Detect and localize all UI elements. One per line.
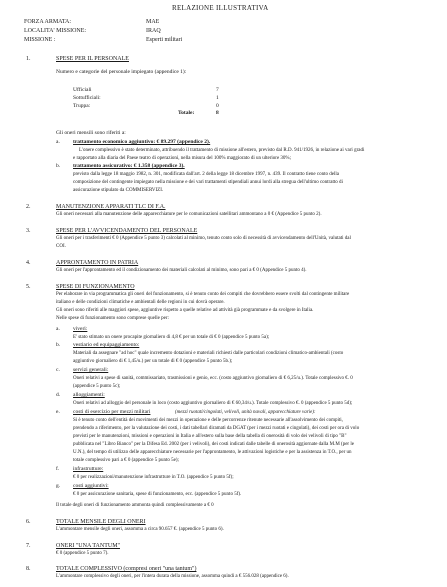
section-2-number: 2. — [26, 204, 31, 210]
item-5f-title: infrastrutture: — [73, 466, 104, 472]
item-5a-line-1: E' stato stimato un onere procapite giornaliero di 4,8 € per un totale di € 0 (appendice 5 punto 5a); — [73, 335, 270, 340]
staff-value-truppa: 0 — [216, 103, 219, 109]
section-1-oneri: Gli oneri mensili sono riferiti a: — [56, 130, 126, 136]
section-3-line-2: COI. — [56, 244, 66, 249]
staff-total-value: 8 — [216, 110, 219, 116]
item-5e-line-6: totale complessivo pari a € 0 (appendice 5 punto 5e); — [73, 458, 179, 463]
section-7-line-1: € 0 (appendice 5 punto 7). — [56, 551, 109, 556]
section-5-para-1: Per elaborare in via programmatica gli oneri del funzionamento, si è tenuto conto dei compiti che dovrebbero essere svolti dal contingente militare — [56, 292, 350, 297]
section-3-line-1: Gli oneri per i trasferimenti € 0 (Appendice 5 punto 3) calcolati al minimo, tenuto conto solo di necessità di avvicendamento dell'Unità, valutati dal — [56, 236, 351, 241]
item-1b-letter: b. — [56, 163, 61, 169]
item-5e-line-4: pubblicata nel "Libro Bianco" per la Difesa Ed. 2002 (per i velivoli), dei costi indicati dalle tabelle di onerosità aggiornate dalla M.M (per le — [73, 442, 354, 447]
header-label-localita: LOCALITA' MISSIONE: — [24, 28, 87, 34]
section-1-intro: Numero e categorie del personale impiegato (appendice 1): — [56, 69, 187, 75]
item-5e-line-5: U.N.), del tempo di utilizzo delle apparecchiature necessarie per l'approntamento, le attivazioni logistiche e per la assistenza in T.O., per un — [73, 450, 352, 455]
section-3-number: 3. — [26, 228, 31, 234]
header-value-localita: IRAQ — [146, 28, 161, 34]
section-8-title: TOTALE COMPLESSIVO (compresi oneri "una tantum") — [56, 566, 197, 572]
section-5-para-4: Nelle spese di funzionamento sono comprese quelle per: — [56, 316, 169, 321]
item-1a-letter: a. — [56, 139, 60, 145]
item-5g-title: costi aggiuntivi: — [73, 483, 109, 489]
staff-label-ufficiali: Ufficiali — [73, 87, 92, 93]
item-5c-title: servizi generali: — [73, 367, 109, 373]
item-5e-title: costi di esercizio per mezzi militari — [73, 409, 151, 415]
section-1-title: SPESE PER IL PERSONALE — [56, 56, 129, 62]
item-5d-title: alloggiamenti: — [73, 392, 105, 398]
staff-value-ufficiali: 7 — [216, 87, 219, 93]
section-3-title: SPESE PER L'AVVICENDAMENTO DEL PERSONALE — [56, 228, 198, 234]
header-label-forza-armata: FORZA ARMATA: — [24, 19, 72, 25]
section-6-number: 6. — [26, 519, 31, 525]
item-1b-line-3: assicurazione stipulato da COMMISERVIZI. — [73, 188, 164, 193]
item-1b-line-2: composizione del contingente impiegato nella missione e dei vari trattamenti stipendiali annui lordi alla stregua dell'ultimo contratto di — [73, 180, 343, 185]
item-5c-line-2: (appendice 5 punto 5c); — [73, 384, 121, 389]
item-5c-line-1: Oneri relativi a spese di sanità, commissariato, trasmissioni e genio, ecc. (costo aggiuntivo giornaliero di € 6,25/u.). Totale complessivo €. 0 — [73, 376, 353, 381]
section-2-title: MANUTENZIONE APPARATI TLC DI F.A. — [56, 204, 166, 210]
section-7-title: ONERI "UNA TANTUM" — [56, 543, 120, 549]
item-1a-line-2: e rapportato alla diaria del Paese teatro di operazioni, nella misura del 100% maggiorato di un ulteriore 30%; — [73, 156, 291, 161]
header-label-missione: MISSIONE : — [24, 37, 56, 43]
item-5g-line-1: € 0 per assicurazione sanitaria, spese di funzionamento, ecc. (appendice 5 punto 5f). — [73, 492, 242, 497]
item-5a-title: viveri: — [73, 326, 88, 332]
item-5f-letter: f. — [56, 466, 60, 472]
section-7-number: 7. — [26, 543, 31, 549]
header-value-missione: Esperti militari — [146, 37, 183, 43]
item-5b-title: vestiario ed equipaggiamento: — [73, 342, 140, 348]
section-4-number: 4. — [26, 260, 31, 266]
staff-total-label: Totale: — [178, 110, 195, 116]
item-5d-line-1: Oneri relativi ad alloggio del personale in loco (costo aggiuntivo giornaliero di € 60,34/u.). Totale complessivo €. 0 (appendice 5 punto 5d); — [73, 401, 353, 406]
item-5c-letter: c. — [56, 367, 60, 373]
section-8-number: 8. — [26, 566, 31, 572]
section-1-number: 1. — [26, 56, 31, 62]
item-5g-letter: g. — [56, 483, 61, 489]
section-6-title: TOTALE MENSILE DEGLI ONERI — [56, 519, 146, 525]
item-5b-line-1: Materiali da assegnare "ad hoc" quale incremento dotazioni e materiali richiesti dalle particolari condizioni climatico-ambientali (costo — [73, 351, 344, 356]
document-title: RELAZIONE ILLUSTRATIVA — [172, 4, 269, 12]
item-1b-line-1: previsto dalla legge 18 maggio 1982, n. 301, modificata dall'art. 2 della legge 18 dicembre 1997, n. 439. Il contratto tiene conto della — [73, 172, 339, 177]
item-5b-line-2: aggiuntivo giornaliero di € 1,45/u.) per un totale di € 0 (appendice 5 punto 5b.); — [73, 359, 233, 364]
staff-value-sottufficiali: 1 — [216, 95, 219, 101]
item-1a-title: trattamento economico aggiuntivo: € 89.297 (appendice 2). — [73, 139, 211, 145]
section-6-line-1: L'ammontare mensile degli oneri, assomma a circa 90.657 €. (appendice 5 punto 6). — [56, 527, 224, 532]
item-5f-line-1: € 0 per realizzazioni/manutenzione infrastrutture in T.O. (appendice 5 punto 5f); — [73, 475, 234, 480]
section-4-line-1: Gli oneri per l'approntamento ed il condizionamento dei materiali calcolati al minimo, sono pari a € 0 (Appendice 5 punto 4). — [56, 268, 307, 273]
item-5e-line-2: prendendo a riferimento, per la valutazione dei costi, i dati tabellari diramati da DGAT (per i mezzi ruotati e cingolati), dei costi per ora di volo — [73, 426, 360, 431]
staff-label-sottufficiali: Sottufficiali: — [73, 95, 101, 101]
item-5e-line-1: Si è tenuto conto dell'entità dei movimenti dei mezzi in operazione e delle percorrenze ritenute necessarie all'assolvimento dei compiti, — [73, 418, 343, 423]
section-8-line-1: L'ammontare complessivo degli oneri, per l'intera durata della missione, assomma quindi a € 556.028 (appendice 6). — [56, 574, 289, 579]
item-5e-title-detail: (mezzi ruotati/cingolati, velivoli, unità navali, apparecchiature varie): — [175, 410, 316, 415]
section-5-title: SPESE DI FUNZIONAMENTO — [56, 284, 135, 290]
section-5-number: 5. — [26, 284, 31, 290]
section-5-para-2: italiano e delle condizioni climatiche e ambientali delle regioni in cui dovrà operare. — [56, 300, 225, 305]
section-4-title: APPRONTAMENTO IN PATRIA — [56, 260, 139, 266]
item-5d-letter: d. — [56, 392, 61, 398]
item-1a-line-1: L'onere complessivo è stato determinato, attribuendo il trattamento di missione all'estero, previsto dal R.D. 941/1926, in relazione ai vari gradi — [79, 148, 365, 153]
item-1b-title: trattamento assicurativo: € 1.358 (appendice 3). — [73, 163, 185, 169]
item-5e-letter: e. — [56, 409, 60, 415]
header-value-forza-armata: MAE — [146, 19, 160, 25]
section-5-para-3: Gli oneri sono riferiti alle maggiori spese, aggiuntive rispetto a quelle relative ad attività già programmate e da svolgere in Italia. — [56, 308, 314, 313]
item-5a-letter: a. — [56, 326, 60, 332]
section-5-total: Il totale degli oneri di funzionamento ammonta quindi complessivamente a € 0 — [56, 503, 214, 508]
section-2-line-1: Gli oneri necessari alla manutenzione delle apparecchiature per le comunicazioni satellitari ammontano a 0 € (Appendice 5 punto 2). — [56, 212, 322, 217]
item-5e-line-3: previsti per le manutenzioni, missioni e operazioni in Italia e all'estero sulla base della tabella di onerosità di volo dei velivoli di tipo "B" — [73, 434, 347, 439]
item-5b-letter: b. — [56, 342, 61, 348]
staff-label-truppa: Truppa: — [73, 103, 91, 109]
